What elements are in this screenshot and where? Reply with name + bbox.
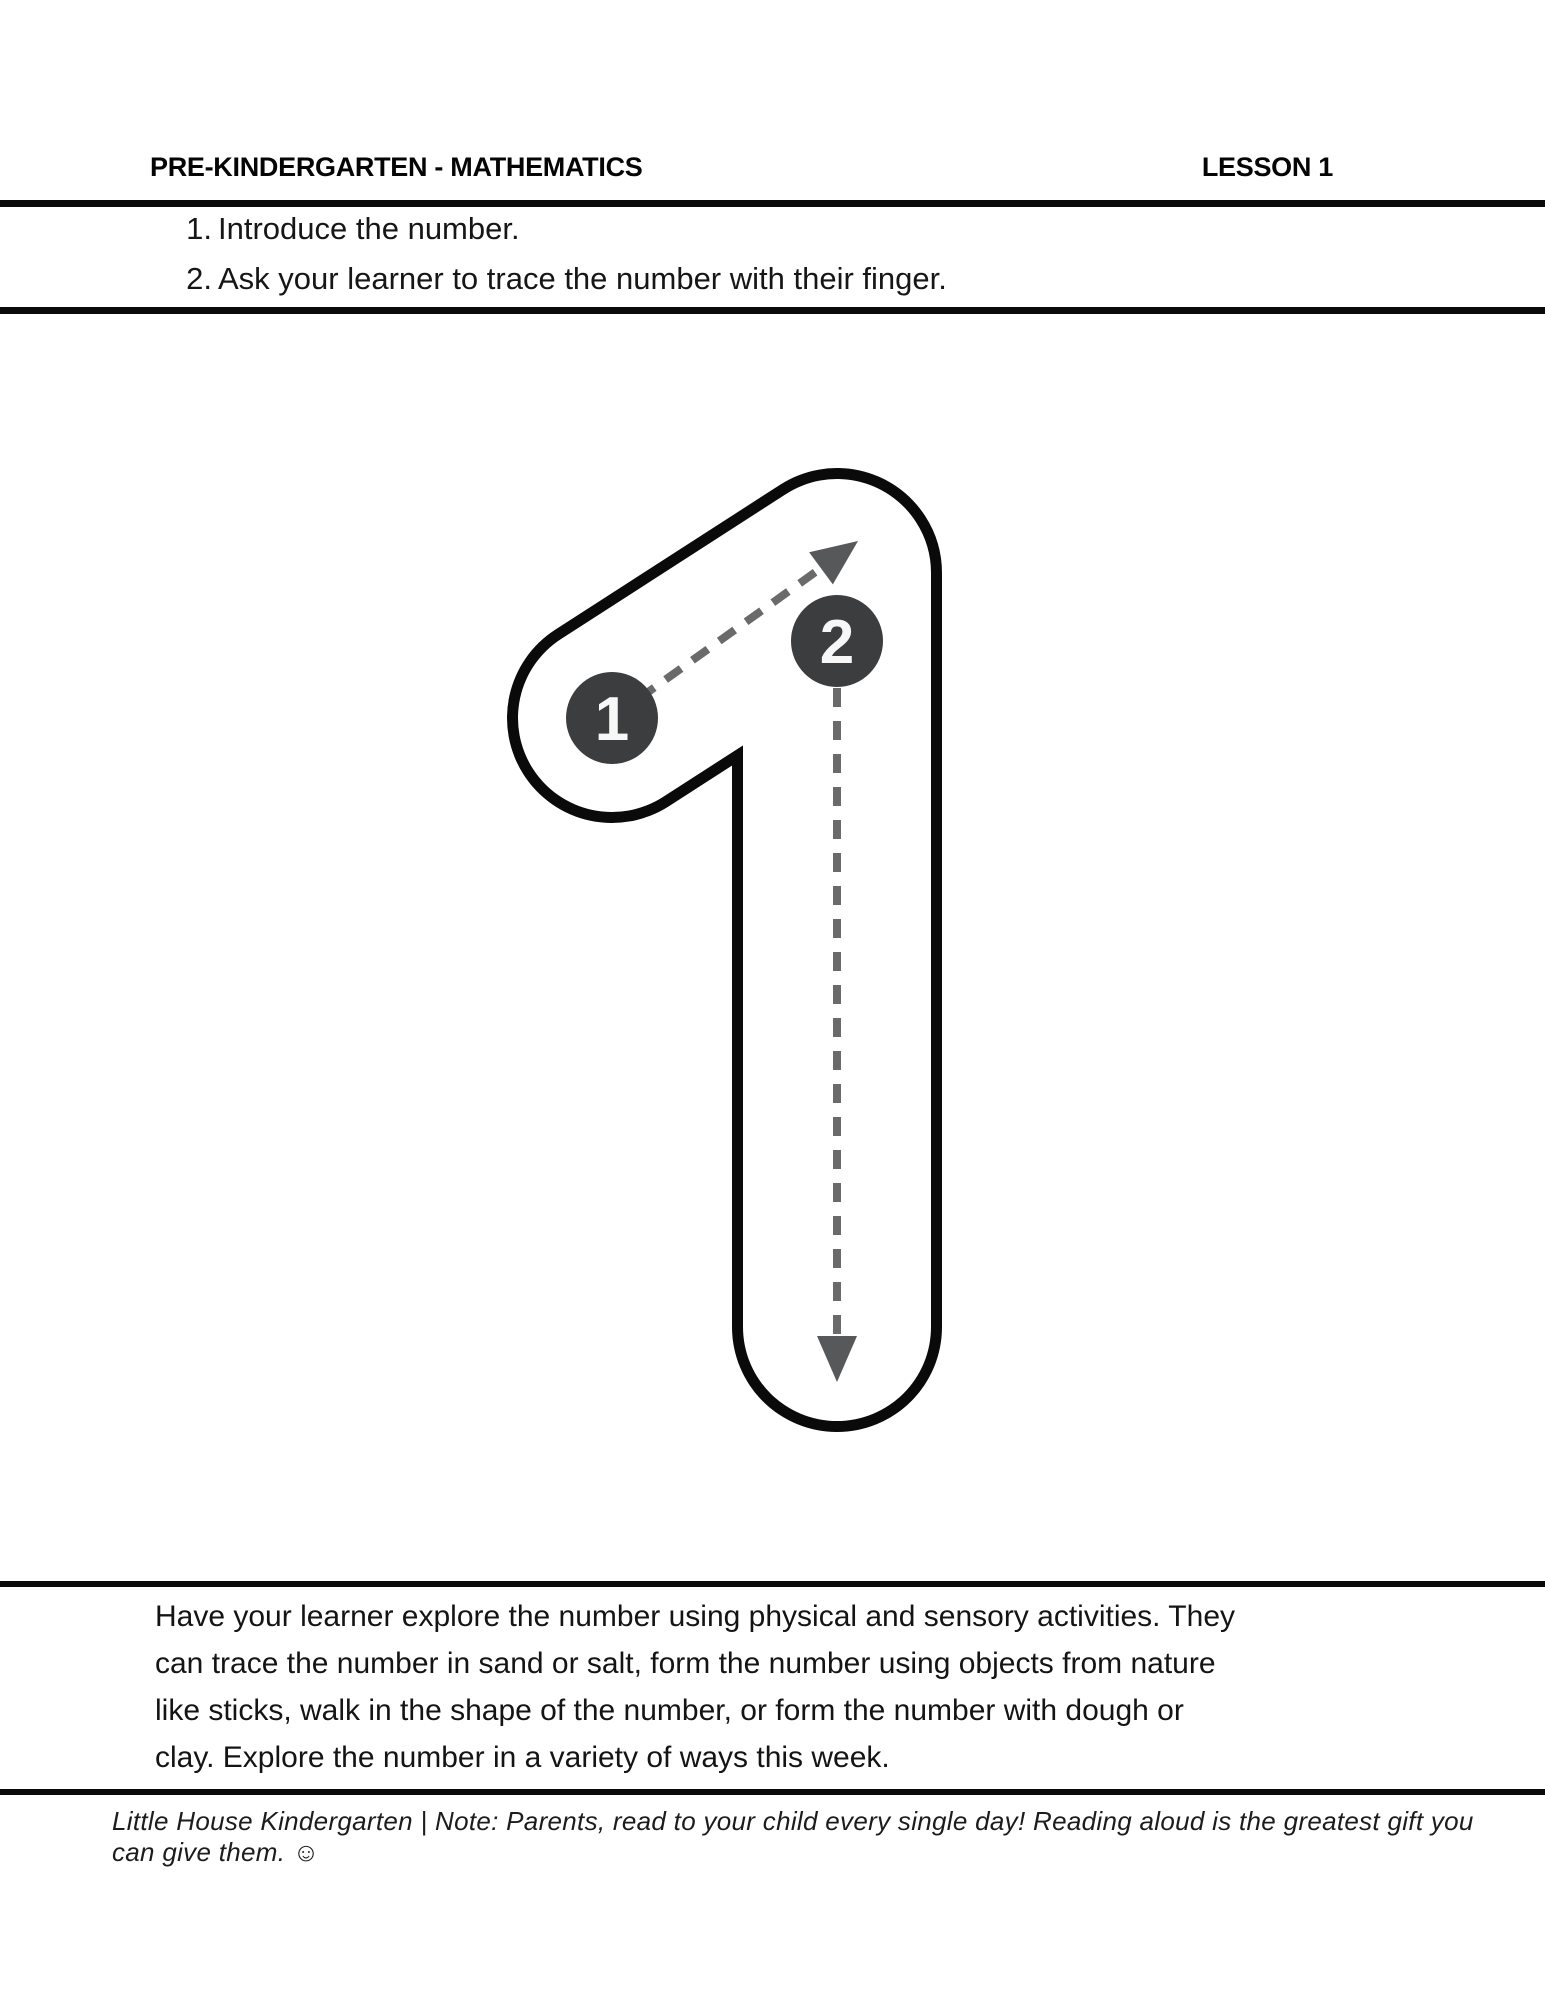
- instruction-item: [0, 260, 1300, 297]
- header-subject: PRE-KINDERGARTEN - MATHEMATICS: [150, 152, 643, 182]
- footer-note: Little House Kindergarten | Note: Parents, read to your child every single day! Reading aloud is the greatest gift you can give them. ☺: [112, 1806, 1474, 1867]
- step-1-badge-label: 1: [594, 685, 630, 754]
- number-trace-figure: [470, 430, 990, 1450]
- divider-bottom-2: [0, 1789, 1545, 1795]
- numeral-fill: [612, 573, 837, 1327]
- explore-line: like sticks, walk in the shape of the number, or form the number with dough or: [155, 1694, 1184, 1727]
- step-2-badge: [791, 595, 883, 687]
- header-lesson: LESSON 1: [1201, 152, 1333, 182]
- instruction-number: 1.: [186, 211, 212, 246]
- instruction-text: Introduce the number.: [218, 211, 520, 246]
- explore-line: can trace the number in sand or salt, form the number using objects from nature: [155, 1647, 1216, 1680]
- instruction-text: Ask your learner to trace the number with their finger.: [218, 261, 947, 296]
- instruction-number: 2.: [186, 261, 212, 296]
- step-1-badge: [566, 672, 658, 764]
- divider-bottom-1: [0, 1581, 1545, 1587]
- instruction-item: [0, 210, 1300, 247]
- step-2-badge-label: 2: [819, 608, 855, 677]
- explore-paragraph: [155, 1593, 1445, 1781]
- explore-line: clay. Explore the number in a variety of ways this week.: [155, 1741, 890, 1774]
- explore-line: Have your learner explore the number using physical and sensory activities. They: [155, 1600, 1235, 1633]
- divider-top-1: [0, 200, 1545, 207]
- divider-top-2: [0, 307, 1545, 314]
